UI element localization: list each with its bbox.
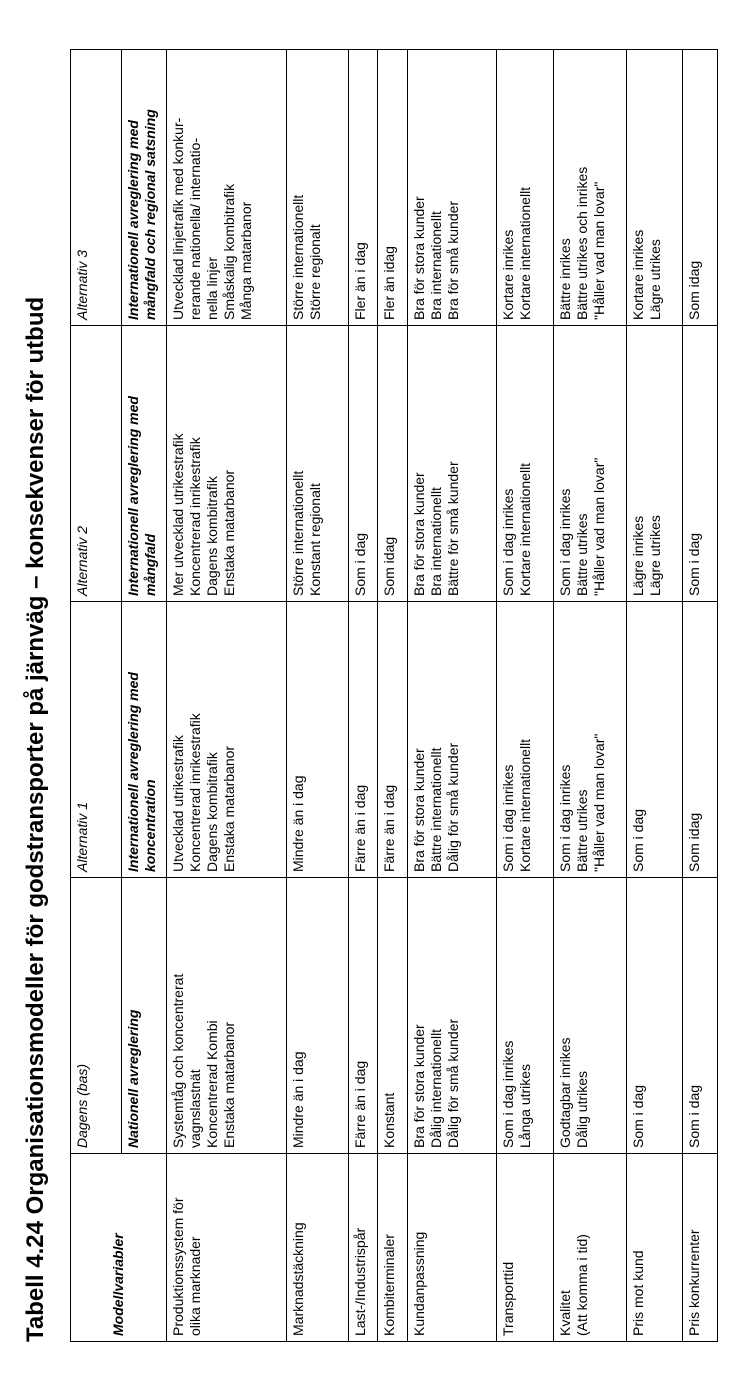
column-subheader [121, 878, 166, 1154]
cell-text: Mer utvecklad utrikestrafik Koncentrerad inrikestrafik Dagens kombitrafik Enstaka matarbanor [170, 433, 238, 596]
cell-text: Som i dag inrikes Bättre utrikes "Håller vad man lovar" [557, 733, 608, 872]
table-cell [496, 602, 554, 878]
cell-text: Större internationellt Konstant regionalt [289, 470, 323, 596]
column-label: Alternativ 1 [74, 801, 90, 872]
table-cell [167, 602, 286, 878]
table-cell [496, 50, 554, 326]
cell-text: Färre än i dag [351, 1060, 368, 1148]
cell-text: Kortare inrikes Kortare internationellt [499, 186, 533, 320]
row-label: Produktionssystem för olika marknader [170, 1197, 204, 1336]
table-row [627, 50, 682, 1342]
table-cell [682, 50, 717, 326]
column-sublabel: Internationell avreglering med mångfald och regional satsning [124, 109, 158, 320]
table-cell [167, 50, 286, 326]
comparison-table [70, 49, 718, 1342]
column-header [71, 326, 122, 602]
table-title: Tabell 4.24 Organisationsmodeller för godstransporter på järnväg – konsekvenser för utbud [22, 296, 49, 1342]
cell-text: Bra för stora kunder Bättre internationellt Dålig för små kunder [411, 742, 462, 872]
table-cell [408, 602, 496, 878]
table-cell [496, 326, 554, 602]
cell-text: Fler än idag [381, 246, 398, 320]
table-cell [682, 602, 717, 878]
row-label: Pris mot kund [630, 1250, 647, 1336]
table-cell [378, 602, 408, 878]
cell-text: Fler än i dag [351, 242, 368, 320]
column-label: Dagens (bas) [74, 1063, 90, 1148]
table-row [496, 50, 554, 1342]
row-header-label: Modellvariabler [110, 1233, 127, 1336]
header-row-labels [71, 50, 122, 1342]
table-row [286, 50, 348, 1342]
cell-text: Godtagbar inrikes Dålig utrikes [557, 1037, 591, 1148]
column-header [71, 1154, 167, 1342]
column-subheader [121, 326, 166, 602]
table-cell [627, 602, 682, 878]
row-label-cell [348, 1154, 378, 1342]
table-cell [167, 878, 286, 1154]
table-cell [408, 326, 496, 602]
column-header [71, 878, 122, 1154]
cell-text: Utvecklad linjetrafik med konkur- rerande nationella/ internatio- nella linjer Småskalig kombitrafik Många matarbanor [170, 117, 255, 320]
row-label-cell [408, 1154, 496, 1342]
row-label-cell [286, 1154, 348, 1342]
table-cell [286, 602, 348, 878]
row-label: Transporttid [499, 1261, 516, 1336]
table-cell [682, 878, 717, 1154]
table-cell [627, 326, 682, 602]
table-row [378, 50, 408, 1342]
cell-text: Mindre än i dag [289, 1051, 306, 1148]
table-row [554, 50, 627, 1342]
column-sublabel: Internationell avreglering med koncentration [124, 672, 158, 872]
column-subheader [121, 50, 166, 326]
cell-text: Mindre än i dag [289, 775, 306, 872]
table-cell [348, 50, 378, 326]
row-label: Marknadstäckning [289, 1222, 306, 1336]
cell-text: Färre än i dag [381, 784, 398, 872]
cell-text: Som i dag inrikes Kortare internationellt [499, 738, 533, 872]
cell-text: Bra för stora kunder Dålig internationellt Dålig för små kunder [411, 1018, 462, 1148]
cell-text: Som i dag [630, 808, 647, 872]
table-cell [554, 602, 627, 878]
cell-text: Färre än i dag [351, 784, 368, 872]
table-cell [378, 326, 408, 602]
table-cell [554, 878, 627, 1154]
column-sublabel: Nationell avreglering [124, 1009, 141, 1148]
table-cell [682, 326, 717, 602]
table-cell [286, 878, 348, 1154]
cell-text: Som idag [685, 260, 702, 320]
cell-text: Som idag [381, 536, 398, 596]
row-label: Pris konkurrenter [685, 1229, 702, 1336]
table-cell [627, 878, 682, 1154]
cell-text: Kortare inrikes Lägre utrikes [630, 229, 664, 320]
cell-text: Bra för stora kunder Bra internationellt Bra för små kunder [411, 196, 462, 320]
table-row [348, 50, 378, 1342]
cell-text: Som i dag [630, 1084, 647, 1148]
cell-text: Bra för stora kunder Bra internationellt Bättre för små kunder [411, 461, 462, 596]
table-row [167, 50, 286, 1342]
table-cell [496, 878, 554, 1154]
cell-text: Konstant [381, 1092, 398, 1148]
table-cell [378, 878, 408, 1154]
column-sublabel: Internationell avreglering med mångfald [124, 396, 158, 596]
cell-text: Som i dag inrikes Långa utrikes [499, 1040, 533, 1148]
cell-text: Som idag [685, 812, 702, 872]
table-cell [408, 50, 496, 326]
table-cell [286, 326, 348, 602]
header-row-sublabels [121, 50, 166, 1342]
row-label: Kundanpassning [411, 1231, 428, 1336]
column-subheader [121, 602, 166, 878]
table-cell [167, 326, 286, 602]
table-cell [378, 50, 408, 326]
table-cell [408, 878, 496, 1154]
table-cell [554, 326, 627, 602]
table-cell [286, 50, 348, 326]
row-label: Last-/Industrispår [351, 1227, 368, 1336]
cell-text: Som i dag inrikes Kortare internationellt [499, 462, 533, 596]
cell-text: Utvecklad utrikestrafik Koncentrerad inrikestrafik Dagens kombitrafik Enstaka matarbanor [170, 713, 238, 872]
row-label-cell [378, 1154, 408, 1342]
cell-text: Som i dag [685, 1084, 702, 1148]
table-cell [627, 50, 682, 326]
table-cell [554, 50, 627, 326]
table-cell [348, 602, 378, 878]
row-label-cell [554, 1154, 627, 1342]
row-label-cell [627, 1154, 682, 1342]
row-label-cell [167, 1154, 286, 1342]
column-header [71, 50, 122, 326]
table-row [682, 50, 717, 1342]
cell-text: Lägre inrikes Lägre utrikes [630, 515, 664, 596]
table-cell [348, 326, 378, 602]
table-cell [348, 878, 378, 1154]
row-label: Kombiterminaler [381, 1234, 398, 1336]
row-label-cell [496, 1154, 554, 1342]
cell-text: Systemtåg och koncentrerat vagnslastnät Koncentrerad Kombi Enstaka matarbanor [170, 973, 238, 1148]
cell-text: Som i dag [685, 532, 702, 596]
column-label: Alternativ 3 [74, 249, 90, 320]
cell-text: Som i dag [351, 532, 368, 596]
row-label: Kvalitet (Att komma i tid) [557, 1234, 591, 1336]
cell-text: Som i dag inrikes Bättre utrikes "Håller vad man lovar" [557, 457, 608, 596]
column-header [71, 602, 122, 878]
cell-text: Större internationellt Större regionalt [289, 194, 323, 320]
cell-text: Bättre inrikes Bättre utrikes och inrikes "Håller vad man lovar" [557, 166, 608, 320]
table-row [408, 50, 496, 1342]
row-label-cell [682, 1154, 717, 1342]
column-label: Alternativ 2 [74, 525, 90, 596]
